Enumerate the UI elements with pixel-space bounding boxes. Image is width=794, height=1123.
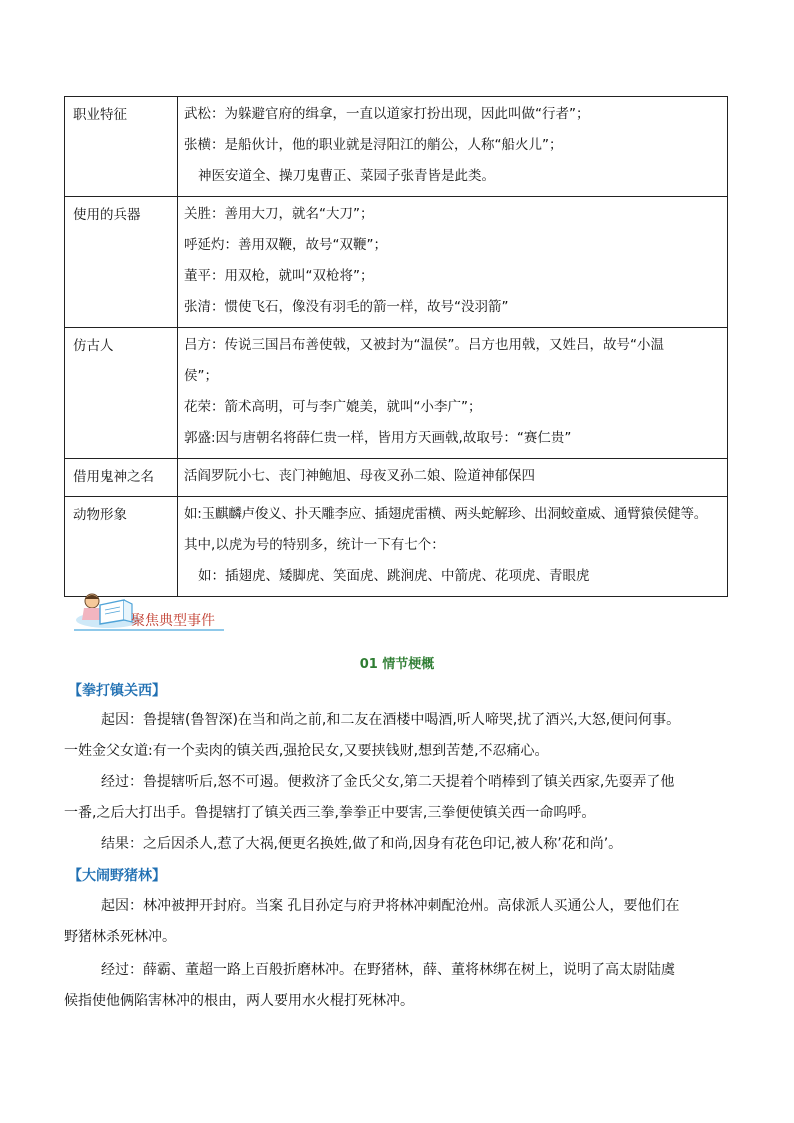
paragraph-line: 起因：鲁提辖(鲁智深)在当和尚之前,和二友在酒楼中喝酒,听人啼哭,扰了酒兴,大怒,便问何事。 [101, 712, 681, 728]
paragraph-line: 候指使他俩陷害林冲的根由，两人要用水火棍打死林冲。 [64, 993, 414, 1009]
paragraph [64, 829, 734, 860]
nickname-table [64, 96, 728, 597]
category-cell: 借用鬼神之名 [65, 459, 178, 497]
description-cell [178, 459, 728, 497]
category-cell: 职业特征 [65, 97, 178, 197]
paragraph-line: 经过：薛霸、董超一路上百般折磨林冲。在野猪林，薛、董将林绑在树上，说明了高太尉陆虞 [101, 962, 675, 978]
description-line: 呼延灼：善用双鞭，故号“双鞭”； [184, 237, 387, 253]
description-line: 其中,以虎为号的特别多，统计一下有七个： [184, 537, 445, 553]
description-line: 张横：是船伙计，他的职业就是浔阳江的艄公，人称“船火儿”； [184, 137, 563, 153]
description-line: 花荣：箭术高明，可与李广媲美，就叫“小李广”； [184, 399, 482, 415]
plot-summary-subtitle: 01 情节梗概 [359, 657, 435, 672]
section-heading: 【大闹野猪林】 [68, 868, 166, 884]
table-row [65, 197, 728, 328]
paragraph [64, 705, 734, 767]
description-cell [178, 197, 728, 328]
paragraph-line: 经过：鲁提辖听后,怒不可遏。便救济了金氏父女,第二天提着个哨棒到了镇关西家,先耍弄了他 [101, 774, 675, 790]
section-banner-title: 聚焦典型事件 [131, 613, 215, 629]
table-row [65, 328, 728, 459]
paragraph-line: 一姓金父女道:有一个卖肉的镇关西,强抢民女,又要挟钱财,想到苦楚,不忍痛心。 [64, 743, 549, 759]
description-line: 张清：惯使飞石，像没有羽毛的箭一样，故号“没羽箭” [184, 299, 509, 315]
description-line: 武松：为躲避官府的缉拿，一直以道家打扮出现，因此叫做“行者”； [184, 106, 590, 122]
table-row [65, 459, 728, 497]
description-line: 神医安道全、操刀鬼曹正、菜园子张青皆是此类。 [198, 168, 495, 184]
paragraph [64, 955, 734, 1017]
paragraph-line: 起因：林冲被押开封府。当案 孔目孙定与府尹将林冲刺配沧州。高俅派人买通公人，要他们在 [101, 898, 680, 914]
paragraph-line: 野猪林杀死林冲。 [64, 929, 176, 945]
table-row [65, 97, 728, 197]
category-cell: 仿古人 [65, 328, 178, 459]
paragraph-line: 结果：之后因杀人,惹了大祸,便更名换姓,做了和尚,因身有花色印记,被人称’花和尚’。 [101, 836, 623, 852]
paragraph-line: 一番,之后大打出手。鲁提辖打了镇关西三拳,拳拳正中要害,三拳便使镇关西一命呜呼。 [64, 805, 596, 821]
description-cell [178, 328, 728, 459]
section-heading: 【拳打镇关西】 [68, 683, 166, 699]
description-cell [178, 497, 728, 597]
paragraph [64, 891, 734, 953]
description-line: 侯”； [184, 368, 218, 384]
description-line: 董平：用双枪，就叫“双枪将”； [184, 268, 374, 284]
description-line: 郭盛:因与唐朝名将薛仁贵一样，皆用方天画戟,故取号：“赛仁贵” [184, 430, 572, 446]
description-line: 吕方：传说三国吕布善使戟，又被封为“温侯”。吕方也用戟，又姓吕，故号“小温 [184, 337, 664, 353]
description-line: 如：插翅虎、矮脚虎、笑面虎、跳涧虎、中箭虎、花项虎、青眼虎 [198, 568, 590, 584]
description-line: 如:玉麒麟卢俊义、扑天雕李应、插翅虎雷横、两头蛇解珍、出洞蛟童威、通臂猿侯健等。 [184, 506, 708, 522]
paragraph [64, 767, 734, 829]
banner-underline [74, 629, 224, 631]
category-cell: 动物形象 [65, 497, 178, 597]
description-cell [178, 97, 728, 197]
table-row [65, 497, 728, 597]
description-line: 活阎罗阮小七、丧门神鲍旭、母夜叉孙二娘、险道神郁保四 [184, 468, 535, 484]
category-cell: 使用的兵器 [65, 197, 178, 328]
description-line: 关胜：善用大刀，就名“大刀”； [184, 206, 374, 222]
